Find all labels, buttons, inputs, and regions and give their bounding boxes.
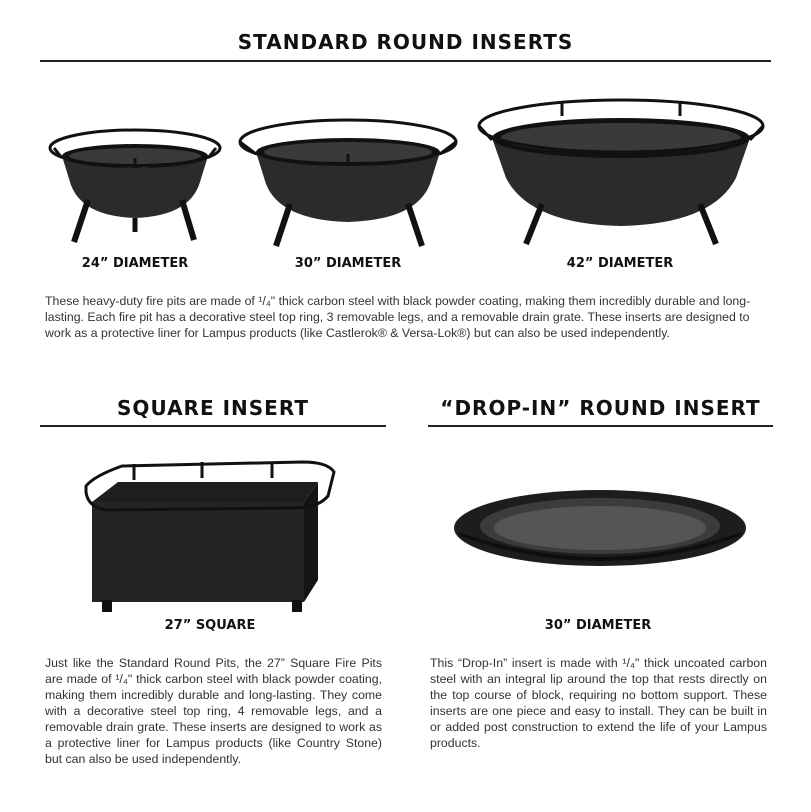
drop-in-insert-image: [450, 486, 750, 582]
drop-in-rule: [428, 425, 773, 427]
standard-round-rule: [40, 60, 771, 62]
drop-in-heading: “DROP-IN” ROUND INSERT: [440, 396, 761, 420]
caption-30-diameter: 30” DIAMETER: [294, 256, 402, 271]
caption-27-square: 27” SQUARE: [164, 618, 256, 633]
caption-24-diameter: 24” DIAMETER: [81, 256, 189, 271]
standard-round-heading: STANDARD ROUND INSERTS: [237, 30, 574, 54]
square-description: Just like the Standard Round Pits, the 27” Square Fire Pits are made of ¹/₄" thick carbon steel with black powder coating, making them incredibly durable and long-lasting. They come with a decorative steel top ring, 4 removable legs, and a removable drain grate. These inserts are designed to work as a protective liner for Lampus products (like Country Stone) but can also be used independently.: [45, 656, 382, 766]
square-heading: SQUARE INSERT: [117, 396, 309, 420]
fire-pit-42-image: [472, 94, 770, 254]
caption-drop-in-30-diameter: 30” DIAMETER: [544, 618, 652, 633]
drop-in-description: This “Drop-In” insert is made with ¹/₄" thick uncoated carbon steel with an integral lip around the top that rests directly on the top course of block, requiring no bottom support. These inserts are one piece and easy to install. They can be built in or added post construction to extend the life of your Lampus products.: [430, 656, 767, 750]
square-rule: [40, 425, 386, 427]
fire-pit-30-image: [232, 112, 464, 252]
square-fire-pit-image: [82, 452, 344, 617]
standard-round-description: These heavy-duty fire pits are made of ¹/₄" thick carbon steel with black powder coating, making them incredibly durable and long-lasting. Each fire pit has a decorative steel top ring, 3 removable legs, and a removable drain grate. These inserts are designed to work as a protective liner for Lampus products (like Castlerok® & Versa-Lok®) but can also be used independently.: [45, 294, 751, 340]
caption-42-diameter: 42” DIAMETER: [566, 256, 674, 271]
fire-pit-24-image: [40, 120, 230, 250]
